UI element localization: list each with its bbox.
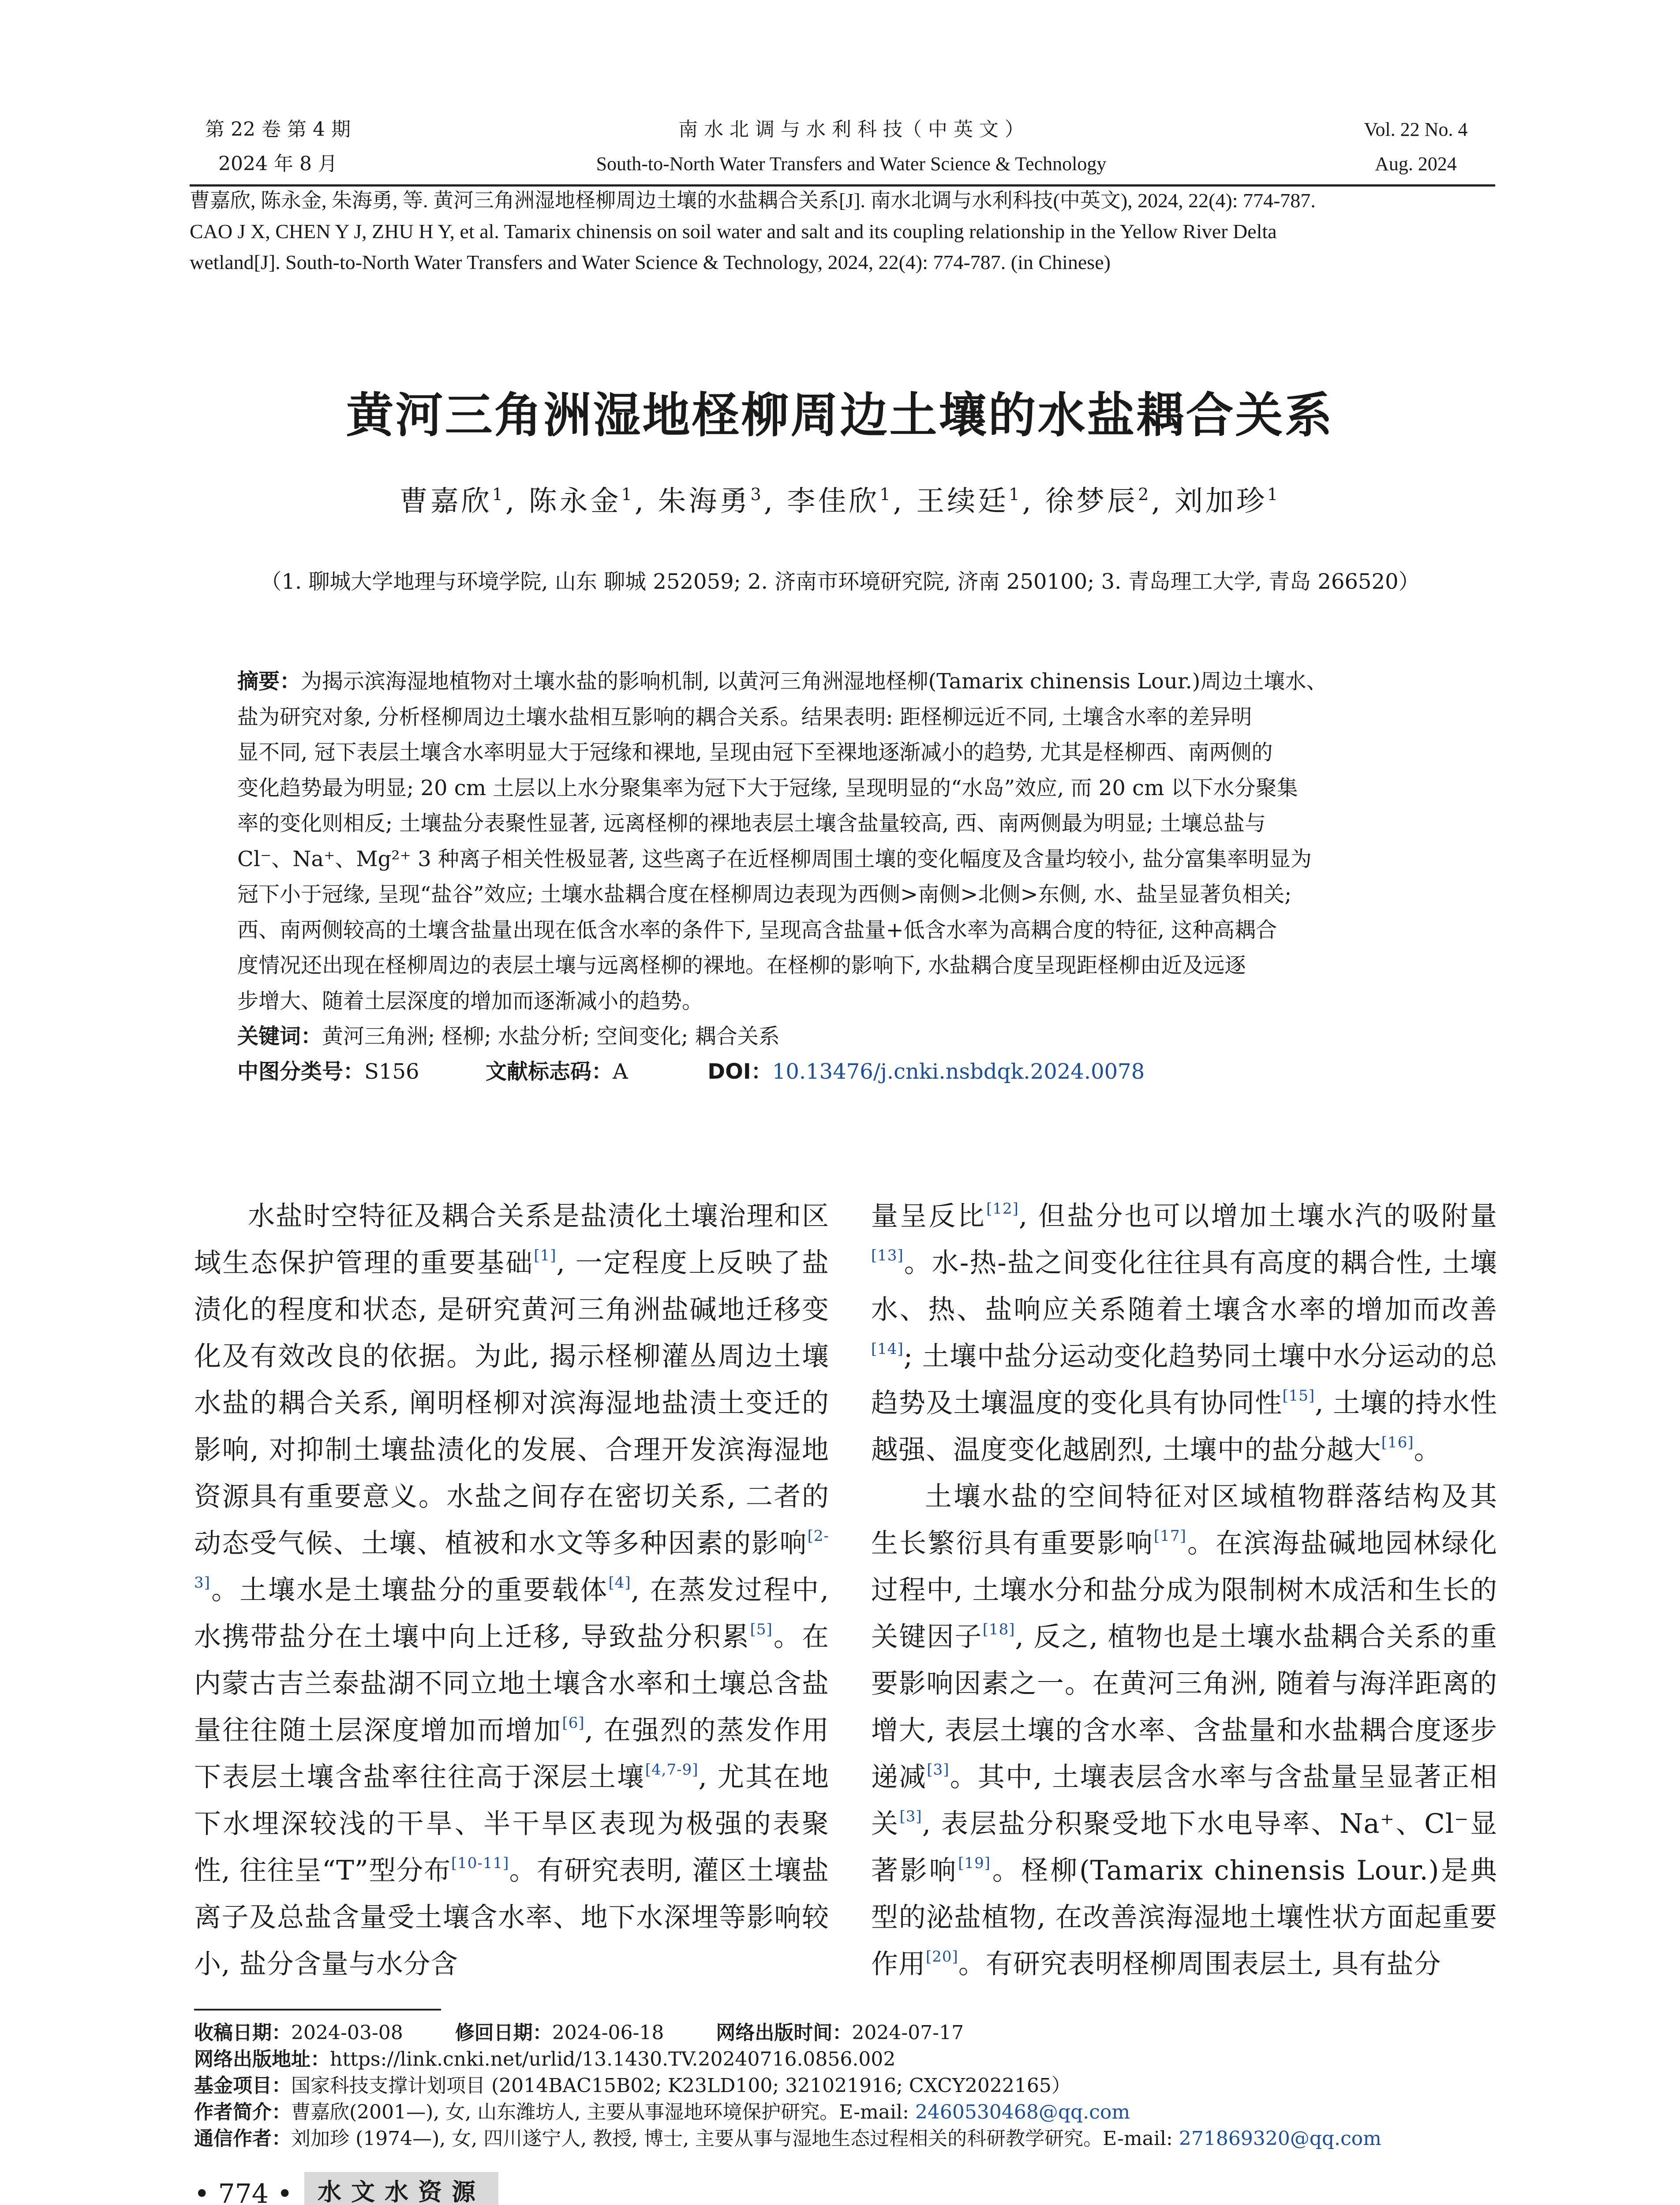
reference-mark[interactable]: [5] <box>750 1621 773 1638</box>
revised-label: 修回日期： <box>455 2022 552 2044</box>
header-date-en: Aug. 2024 <box>1375 153 1457 175</box>
reference-mark[interactable]: [19] <box>958 1854 991 1872</box>
corr-label: 通信作者： <box>194 2127 291 2150</box>
reference-mark[interactable]: [17] <box>1154 1527 1186 1545</box>
online-label: 网络出版时间： <box>716 2022 852 2044</box>
author-label: 作者简介： <box>194 2101 291 2123</box>
body-column-left <box>194 1193 829 1988</box>
keywords-text: 黄河三角洲; 柽柳; 水盐分析; 空间变化; 耦合关系 <box>322 1024 780 1049</box>
footnote-url <box>194 2046 1517 2073</box>
reference-mark[interactable]: [10-11] <box>451 1854 509 1872</box>
header-volume-en <box>1306 112 1526 181</box>
body-paragraph: 水盐时空特征及耦合关系是盐渍化土壤治理和区域生态保护管理的重要基础[1], 一定程度上反映了盐渍化的程度和状态, 是研究黄河三角洲盐碱地迁移变化及有效改良的依据。为此, 揭示柽柳灌丛周边土壤水盐的耦合关系, 阐明柽柳对滨海湿地盐渍土变迁的影响, 对抑制土壤盐渍化的发展、合理开发滨海湿地资源具有重要意义。水盐之间存在密切关系, 二者的动态受气候、土壤、植被和水文等多种因素的影响[2-3]。土壤水是土壤盐分的重要载体[4], 在蒸发过程中, 水携带盐分在土壤中向上迁移, 导致盐分积累[5]。在内蒙古吉兰泰盐湖不同立地土壤含水率和土壤总含盐量往往随土层深度增加而增加[6], 在强烈的蒸发作用下表层土壤含盐率往往高于深层土壤[4,7-9], 尤其在地下水埋深较浅的干旱、半干旱区表现为极强的表聚性, 往往呈“T”型分布[10-11]。有研究表明, 灌区土壤盐离子及总盐含量受土壤含水率、地下水深埋等影响较小, 盐分含量与水分含 <box>194 1200 829 1980</box>
reference-mark[interactable]: [4] <box>608 1574 631 1592</box>
abstract-line-6: Cl⁻、Na⁺、Mg²⁺ 3 种离子相关性极显著, 这些离子在近柽柳周围土壤的变化幅度及含量均较小, 盐分富集率明显为 <box>237 846 1312 871</box>
author-name: 刘加珍 <box>1175 485 1268 518</box>
clc-code: S156 <box>364 1059 419 1084</box>
reference-mark[interactable]: [15] <box>1282 1387 1315 1405</box>
author-name: 王续廷 <box>916 485 1009 518</box>
footnote-fund <box>194 2073 1517 2099</box>
author-affiliation-mark: 2 <box>1138 485 1152 504</box>
author-name: 李佳欣 <box>787 485 880 518</box>
author-affiliation-mark: 1 <box>492 485 505 504</box>
reference-mark[interactable]: [18] <box>982 1621 1015 1638</box>
paper-title: 黄河三角洲湿地柽柳周边土壤的水盐耦合关系 <box>346 388 1334 443</box>
doi-label: DOI： <box>707 1059 772 1084</box>
clc-label: 中图分类号： <box>237 1059 365 1084</box>
header-date-cn: 2024 年 8 月 <box>218 153 337 175</box>
footnotes <box>194 2020 1517 2152</box>
abstract-line-4: 变化趋势最为明显; 20 cm 土层以上水分聚集率为冠下大于冠缘, 呈现明显的“水岛”效应, 而 20 cm 以下水分聚集 <box>237 775 1298 800</box>
author-name: 曹嘉欣 <box>399 485 492 518</box>
abstract-line-10: 步增大、随着土层深度的增加而逐渐减小的趋势。 <box>237 988 703 1013</box>
citation-en-line1: CAO J X, CHEN Y J, ZHU H Y, et al. Tamarix chinensis on soil water and salt and its coupling relationship in the Yellow River Delta <box>190 220 1277 243</box>
body-paragraph: 量呈反比[12], 但盐分也可以增加土壤水汽的吸附量[13]。水-热-盐之间变化往往具有高度的耦合性, 土壤水、热、盐响应关系随着土壤含水率的增加而改善[14]; 土壤中盐分运动变化趋势同土壤中水分运动的总趋势及土壤温度的变化具有协同性[15], 土壤的持水性越强、温度变化越剧烈, 土壤中的盐分越大[16]。 <box>871 1200 1497 1465</box>
abstract-line-1: 摘要：为揭示滨海湿地植物对土壤水盐的影响机制, 以黄河三角洲湿地柽柳(Tamarix chinensis Lour.)周边土壤水、 <box>237 669 1328 694</box>
header-journal <box>507 112 1195 181</box>
received-date: 2024-03-08 <box>291 2022 403 2044</box>
author-affiliation-mark: 3 <box>750 485 764 504</box>
author-name: 陈永金 <box>528 485 621 518</box>
affiliations: （1. 聊城大学地理与环境学院, 山东 聊城 252059; 2. 济南市环境研究院, 济南 250100; 3. 青岛理工大学, 青岛 266520） <box>260 569 1420 594</box>
header-volume-issue: 第 22 卷 第 4 期 <box>205 118 351 141</box>
abstract-line-7: 冠下小于冠缘, 呈现“盐谷”效应; 土壤水盐耦合度在柽柳周边表现为西侧>南侧>北侧>东侧, 水、盐呈显著负相关; <box>237 882 1292 907</box>
citation-block <box>190 185 1495 278</box>
author-affiliation-mark: 1 <box>1267 485 1281 504</box>
header-journal-en: South-to-North Water Transfers and Water Science & Technology <box>596 153 1107 175</box>
reference-mark[interactable]: [20] <box>926 1948 958 1966</box>
reference-mark[interactable]: [4,7-9] <box>645 1761 699 1779</box>
body-column-right <box>871 1193 1497 1988</box>
reference-mark[interactable]: [2-3] <box>194 1527 829 1592</box>
corr-email-link[interactable]: 271869320@qq.com <box>1179 2127 1381 2150</box>
fund-text: 国家科技支撑计划项目 (2014BAC15B02; K23LD100; 321021916; CXCY2022165） <box>291 2074 1071 2097</box>
reference-mark[interactable]: [1] <box>534 1247 557 1264</box>
online-date: 2024-07-17 <box>852 2022 964 2044</box>
online-url[interactable]: https://link.cnki.net/urlid/13.1430.TV.20240716.0856.002 <box>330 2048 896 2070</box>
page-number: • 774 • <box>194 2179 293 2205</box>
footnote-author <box>194 2099 1517 2126</box>
reference-mark[interactable]: [12] <box>986 1200 1019 1218</box>
abstract-line-2: 盐为研究对象, 分析柽柳周边土壤水盐相互影响的耦合关系。结果表明: 距柽柳远近不同, 土壤含水率的差异明 <box>237 704 1252 729</box>
abstract-line-8: 西、南两侧较高的土壤含盐量出现在低含水率的条件下, 呈现高含盐量+低含水率为高耦合度的特征, 这种高耦合 <box>237 917 1277 942</box>
doc-code-label: 文献标志码： <box>486 1059 613 1084</box>
body-paragraph: 土壤水盐的空间特征对区域植物群落结构及其生长繁衍具有重要影响[17]。在滨海盐碱地园林绿化过程中, 土壤水分和盐分成为限制树木成活和生长的关键因子[18], 反之, 植物也是土壤水盐耦合关系的重要影响因素之一。在黄河三角洲, 随着与海洋距离的增大, 表层土壤的含水率、含盐量和水盐耦合度逐步递减[3]。其中, 土壤表层含水率与含盐量呈显著正相关[3], 表层盐分积聚受地下水电导率、Na⁺、Cl⁻显著影响[19]。柽柳(Tamarix chinensis Lour.)是典型的泌盐植物, 在改善滨海湿地土壤性状方面起重要作用[20]。有研究表明柽柳周围表层土, 具有盐分 <box>871 1481 1497 1980</box>
abstract-line-9: 度情况还出现在柽柳周边的表层土壤与远离柽柳的裸地。在柽柳的影响下, 水盐耦合度呈现距柽柳由近及远逐 <box>237 953 1246 978</box>
fund-label: 基金项目： <box>194 2074 291 2097</box>
citation-cn: 曹嘉欣, 陈永金, 朱海勇, 等. 黄河三角洲湿地柽柳周边土壤的水盐耦合关系[J]. 南水北调与水利科技(中英文), 2024, 22(4): 774-787. <box>190 189 1316 212</box>
author-name: 徐梦辰 <box>1045 485 1138 518</box>
header-vol-no: Vol. 22 No. 4 <box>1364 119 1468 140</box>
abstract-line-5: 率的变化则相反; 土壤盐分表聚性显著, 远离柽柳的裸地表层土壤含盐量较高, 西、南两侧最为明显; 土壤总盐与 <box>237 811 1266 836</box>
header-journal-cn: 南 水 北 调 与 水 利 科 技（ 中 英 文 ） <box>678 118 1024 141</box>
received-label: 收稿日期： <box>194 2022 291 2044</box>
classification <box>237 1054 1448 1089</box>
footnote-dates <box>194 2020 1517 2046</box>
url-label: 网络出版地址： <box>194 2048 330 2070</box>
keywords-block <box>237 1019 1448 1089</box>
journal-section-badge: 水文水资源 <box>304 2172 498 2205</box>
author-affiliation-mark: 1 <box>1009 485 1022 504</box>
doi-link[interactable]: 10.13476/j.cnki.nsbdqk.2024.0078 <box>772 1059 1145 1084</box>
citation-en-line2: wetland[J]. South-to-North Water Transfers and Water Science & Technology, 2024, 22(4): 774-787. (in Chinese) <box>190 251 1111 273</box>
keywords-label: 关键词： <box>237 1024 322 1049</box>
reference-mark[interactable]: [3] <box>899 1808 922 1825</box>
author-bio: 曹嘉欣(2001—), 女, 山东潍坊人, 主要从事湿地环境保护研究。E-mail: <box>291 2101 915 2123</box>
author-affiliation-mark: 1 <box>621 485 635 504</box>
doc-code: A <box>613 1059 628 1084</box>
abstract-line-3: 显不同, 冠下表层土壤含水率明显大于冠缘和裸地, 呈现由冠下至裸地逐渐减小的趋势, 尤其是柽柳西、南两侧的 <box>237 740 1273 765</box>
abstract <box>237 664 1448 1019</box>
footnote-corresponding <box>194 2126 1517 2152</box>
corr-bio: 刘加珍 (1974—), 女, 四川遂宁人, 教授, 博士, 主要从事与湿地生态过程相关的科研教学研究。E-mail: <box>291 2127 1179 2150</box>
abstract-label: 摘要： <box>237 669 301 694</box>
revised-date: 2024-06-18 <box>552 2022 664 2044</box>
reference-mark[interactable]: [16] <box>1381 1434 1414 1451</box>
reference-mark[interactable]: [6] <box>562 1714 585 1732</box>
reference-mark[interactable]: [14] <box>871 1340 904 1358</box>
author-name: 朱海勇 <box>658 485 751 518</box>
author-email-link[interactable]: 2460530468@qq.com <box>915 2101 1130 2123</box>
reference-mark[interactable]: [13] <box>871 1247 904 1264</box>
author-affiliation-mark: 1 <box>879 485 893 504</box>
reference-mark[interactable]: [3] <box>927 1761 950 1779</box>
keywords <box>237 1019 1448 1054</box>
header-volume <box>190 112 366 181</box>
author-list: 曹嘉欣$^1$, 陈永金$^1$, 朱海勇$^3$, 李佳欣$^1$, 王续廷$^1$, 徐梦辰$^2$, 刘加珍$^1$ <box>399 485 1281 518</box>
footnote-rule <box>194 2009 441 2011</box>
